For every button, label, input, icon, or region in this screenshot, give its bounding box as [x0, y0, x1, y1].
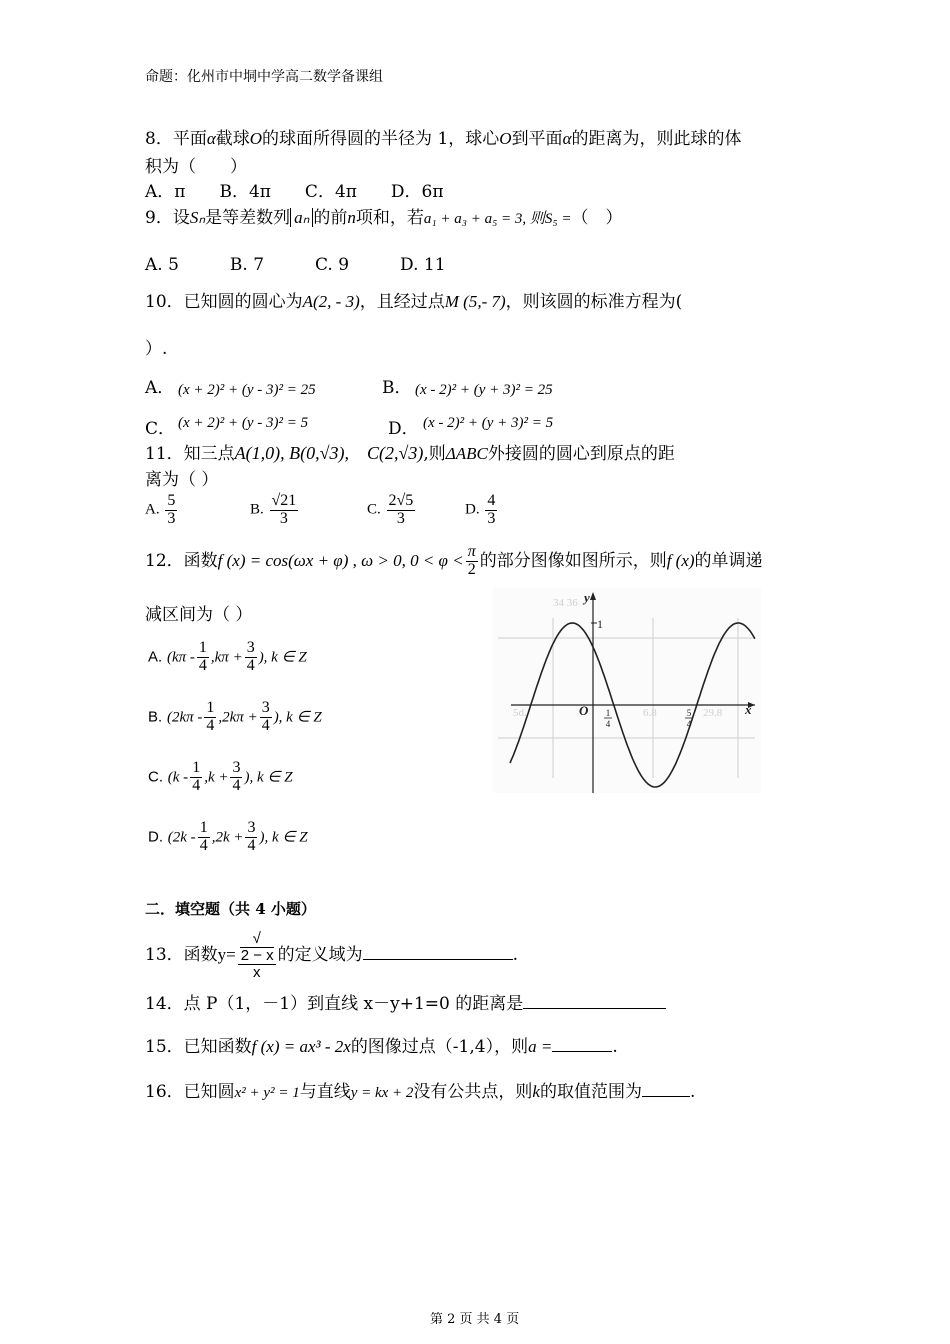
q12-c-3: 3 — [232, 759, 241, 776]
q12-a-3: 3 — [246, 639, 255, 656]
x-tick-five-den: 4 — [686, 719, 692, 729]
q12-c-label: C. — [148, 768, 163, 786]
q12-prefix: 12．函数 — [145, 550, 218, 571]
q10-option-b-label: B． — [382, 378, 412, 398]
q12-a-4b: 4 — [246, 656, 255, 674]
question-8-options: A．π B．4π C．4π D．6π — [145, 182, 444, 202]
q12-a-1: 1 — [198, 639, 207, 656]
q12-d-1: 1 — [199, 819, 208, 836]
q11-b-den: 3 — [279, 509, 288, 527]
q8-alpha: α — [206, 129, 216, 148]
q12-d-post: ), k ∈ Z — [259, 829, 308, 846]
q12-d-label: D. — [148, 828, 163, 846]
cosine-graph-figure — [493, 588, 761, 793]
q12-c-mid: ,k + — [204, 769, 229, 786]
q10-option-a: (x + 2)² + (y - 3)² = 25 — [178, 382, 316, 398]
q12-a-pre: (kπ - — [166, 649, 195, 666]
q12-function: f (x) = cos(ωx + φ) , ω > 0, 0 < φ < — [217, 550, 464, 570]
q12-b-post: ), k ∈ Z — [273, 709, 322, 726]
question-13 — [145, 931, 518, 980]
q13-prefix: 13．函数 — [145, 945, 218, 966]
q16-circle: x² + y² = 1 — [234, 1085, 300, 1101]
q8-alpha2: α — [562, 129, 572, 148]
q16-line: y = kx + 2 — [350, 1085, 414, 1101]
q12-two: 2 — [467, 560, 476, 578]
q11-b-frac — [270, 493, 299, 528]
q9-mid3: 项和，若 — [355, 208, 424, 228]
q9-mid1: 是等差数列 — [205, 208, 291, 228]
q15-a: a = — [528, 1037, 553, 1056]
q11-option-c — [367, 493, 417, 528]
q12-fx: f (x) — [666, 550, 695, 570]
question-16 — [145, 1077, 695, 1102]
q13-frac — [238, 931, 276, 980]
q12-option-c — [148, 760, 293, 795]
q16-mid2: 没有公共点，则 — [413, 1082, 533, 1102]
q12-a-label: A. — [148, 648, 163, 666]
graph-bg-text-2: 5d. — [513, 707, 527, 719]
q13-radicand: 2 − x — [240, 946, 274, 964]
q12-suffix: 的单调递 — [694, 550, 763, 571]
q8-text-c: 的球面所得圆的半径为 1，球心 — [262, 129, 500, 149]
q12-b-3: 3 — [261, 699, 270, 716]
q11-a-num: 5 — [167, 492, 176, 509]
x-axis-label: x — [745, 702, 752, 717]
q11-b-label: B. — [250, 501, 264, 518]
q10-center: A(2, - 3) — [302, 292, 360, 311]
q12-d-mid: ,2k + — [211, 829, 244, 846]
q11-mid: ,则 — [423, 444, 446, 464]
q10-option-b: (x - 2)² + (y + 3)² = 25 — [415, 382, 553, 398]
q13-num: √ 2 − x — [238, 931, 276, 965]
q11-d-frac — [485, 493, 497, 528]
q11-b-num: √21 — [271, 492, 297, 509]
q9-n: n — [347, 208, 356, 227]
q15-mid: 的图像过点（-1,4），则 — [350, 1037, 529, 1057]
q11-option-b — [250, 493, 300, 528]
q12-c-pre: (k - — [167, 769, 189, 786]
question-8-line2: 积为（ ） — [145, 157, 247, 177]
q11-a-label: A. — [145, 501, 160, 518]
q12-b-4b: 4 — [261, 716, 270, 734]
q12-d-pre: (2k - — [167, 829, 196, 846]
q12-c-4: 4 — [192, 776, 201, 794]
q12-d-3: 3 — [247, 819, 256, 836]
q8-O: O — [249, 129, 263, 148]
q16-prefix: 16．已知圆 — [145, 1082, 235, 1102]
q10-point: M (5,- 7) — [444, 292, 506, 311]
q11-d-num: 4 — [487, 492, 496, 509]
q9-paren: （ ） — [571, 208, 623, 228]
q11-a-den: 3 — [167, 509, 176, 527]
q9-mid2: 的前 — [313, 208, 348, 228]
q12-c-frac1 — [190, 760, 202, 795]
q10-option-c-label: C． — [145, 419, 176, 439]
q8-text-b: 截球 — [215, 129, 250, 149]
question-8-line1 — [145, 124, 742, 149]
question-11-line2: 离为（ ） — [145, 470, 219, 490]
q10-option-a-label: A． — [145, 378, 175, 398]
q12-option-d — [148, 820, 308, 855]
q12-mid: 的部分图像如图所示，则 — [479, 550, 667, 571]
q12-pi-half — [466, 544, 478, 579]
q12-b-4: 4 — [206, 716, 215, 734]
q12-d-frac1 — [198, 820, 210, 855]
q13-den: x — [252, 963, 261, 981]
q9-condition: a₁ + a₃ + a₅ = 3, 则S₅ = — [423, 211, 572, 227]
q11-option-a — [145, 493, 179, 528]
q8-text-a: 8．平面 — [145, 129, 207, 149]
q11-option-d — [465, 493, 499, 528]
q11-c-num: 2√5 — [388, 492, 414, 509]
q15-end: . — [612, 1037, 618, 1057]
q12-c-4b: 4 — [232, 776, 241, 794]
q12-b-pre: (2kπ - — [166, 709, 203, 726]
q10-option-d: (x - 2)² + (y + 3)² = 5 — [423, 415, 554, 431]
graph-bg-text-4: 29.8 — [703, 707, 723, 719]
q11-triangle: ΔABC — [445, 444, 488, 463]
q8-O2: O — [499, 129, 512, 148]
q11-d-label: D. — [465, 501, 480, 518]
q12-d-frac2 — [245, 820, 257, 855]
q11-c-frac — [387, 493, 416, 528]
q8-text-e: 的距离为，则此球的体 — [571, 129, 742, 149]
q10-option-d-label: D． — [388, 419, 419, 439]
q12-a-post: ), k ∈ Z — [258, 649, 307, 666]
question-10-close: ）. — [145, 339, 168, 359]
x-tick-quarter-den: 4 — [605, 719, 611, 729]
y-tick-label-1: 1 — [597, 617, 603, 631]
q11-a-frac — [165, 493, 177, 528]
q13-answer-blank[interactable] — [363, 959, 513, 960]
q16-answer-blank[interactable] — [642, 1096, 690, 1097]
q11-c-den: 3 — [396, 509, 405, 527]
q10-prefix: 10．已知圆的圆心为 — [145, 292, 303, 312]
q9-Sn: Sₙ — [189, 208, 206, 227]
q8-text-d: 到平面 — [511, 129, 563, 149]
q12-a-frac2 — [245, 640, 257, 675]
q14-text: 14．点 P（1，－1）到直线 x－y+1=0 的距离是 — [145, 994, 524, 1014]
section-2-title: 二．填空题（共 4 小题） — [145, 900, 316, 918]
q11-suffix: 外接圆的圆心到原点的距 — [487, 444, 675, 464]
q12-c-1: 1 — [192, 759, 201, 776]
q11-c-label: C. — [367, 501, 381, 518]
q11-prefix: 11．知三点 — [145, 444, 235, 464]
q15-answer-blank[interactable] — [552, 1051, 612, 1052]
graph-background — [493, 588, 761, 793]
q10-mid: ，且经过点 — [359, 292, 445, 312]
q12-pi: π — [467, 543, 476, 560]
q12-c-frac2 — [230, 760, 242, 795]
question-14 — [145, 989, 666, 1014]
q12-b-label: B. — [148, 708, 163, 726]
page-footer: 第 2 页 共 4 页 — [430, 1312, 520, 1327]
q12-option-a — [148, 640, 307, 675]
x-tick-quarter-num: 1 — [605, 708, 611, 718]
q12-b-frac2 — [260, 700, 272, 735]
q12-b-mid: ,2kπ + — [218, 709, 258, 726]
y-axis-label: y — [584, 590, 590, 605]
graph-bg-text-1: 34 36 — [553, 597, 578, 609]
q12-a-mid: ,kπ + — [210, 649, 243, 666]
q12-a-frac1 — [197, 640, 209, 675]
q12-d-4: 4 — [199, 836, 208, 854]
question-12-line2: 减区间为（ ） — [145, 605, 253, 625]
question-9 — [145, 203, 623, 228]
question-10 — [145, 287, 682, 312]
q15-prefix: 15．已知函数 — [145, 1037, 252, 1057]
q12-c-post: ), k ∈ Z — [244, 769, 293, 786]
q9-prefix: 9．设 — [145, 208, 190, 228]
q10-suffix: ，则该圆的标准方程为( — [505, 292, 683, 312]
graph-bg-text-3: 6.8 — [643, 707, 657, 719]
q14-answer-blank[interactable] — [523, 1008, 666, 1009]
q11-d-den: 3 — [487, 509, 496, 527]
page-header: 命题：化州市中垌中学高二数学备课组 — [145, 69, 383, 85]
q16-suffix: 的取值范围为 — [539, 1082, 642, 1102]
q13-end: . — [512, 945, 519, 966]
q12-b-1: 1 — [206, 699, 215, 716]
q12-a-4: 4 — [198, 656, 207, 674]
q13-y: y= — [217, 945, 236, 965]
q12-d-4b: 4 — [247, 836, 256, 854]
q15-function: f (x) = ax³ - 2x — [251, 1037, 351, 1056]
q9-an: aₙ — [290, 208, 313, 227]
q16-end: . — [689, 1082, 696, 1102]
q12-b-frac1 — [204, 700, 216, 735]
q10-option-c: (x + 2)² + (y - 3)² = 5 — [178, 415, 309, 431]
origin-label: O — [579, 703, 589, 718]
q11-points: A(1,0), B(0,√3), C(2,√3) — [234, 443, 424, 463]
q12-option-b — [148, 700, 322, 735]
q16-k: k — [532, 1082, 540, 1101]
question-11 — [145, 439, 675, 465]
x-tick-five-num: 5 — [686, 708, 692, 718]
q16-mid: 与直线 — [299, 1082, 351, 1102]
q13-suffix: 的定义域为 — [277, 945, 363, 966]
question-9-options: A. 5 B. 7 C. 9 D. 11 — [145, 255, 446, 275]
question-12 — [145, 544, 763, 579]
question-15 — [145, 1032, 618, 1057]
